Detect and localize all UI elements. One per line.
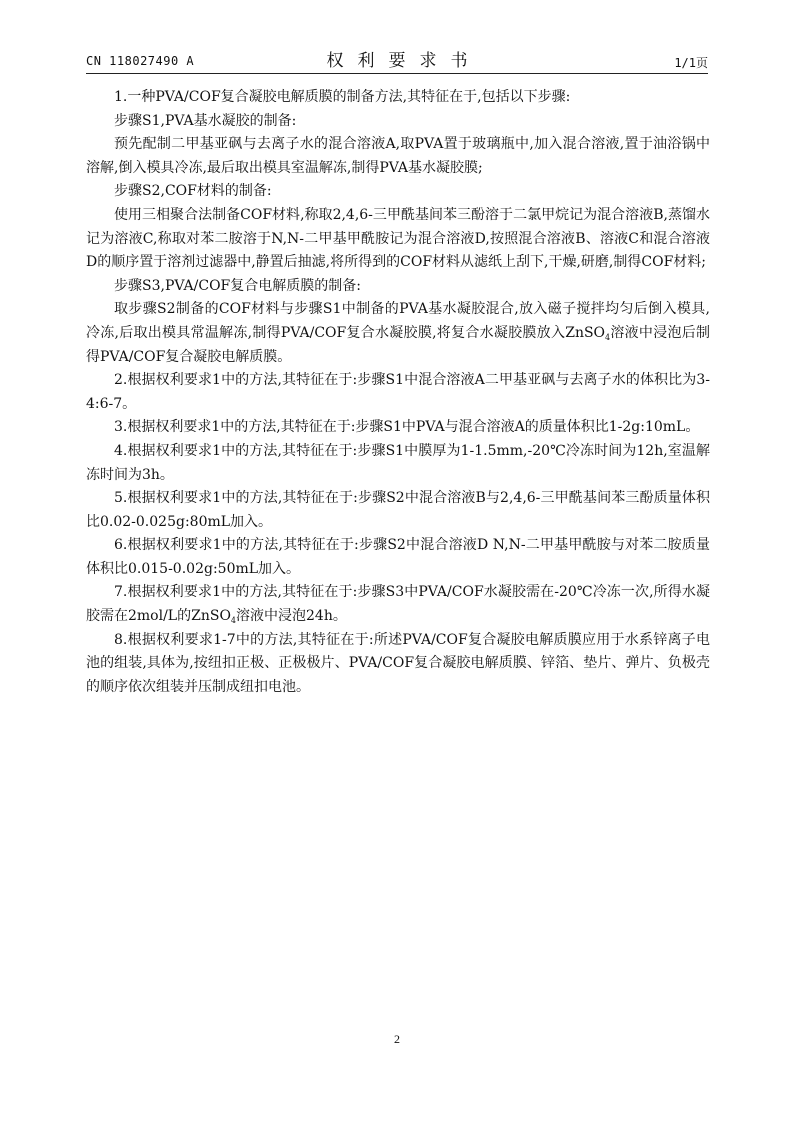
claim-paragraph: 取步骤S2制备的COF材料与步骤S1中制备的PVA基水凝胶混合,放入磁子搅拌均匀后倒入模具,冷冻,后取出模具常温解冻,制得PVA/COF复合水凝胶膜,将复合水凝胶膜放入ZnSO$_4$溶液中浸泡后制得PVA/COF复合凝胶电解质膜。 — [86, 301, 710, 365]
header-divider — [86, 73, 708, 74]
claim-paragraph: 预先配制二甲基亚砜与去离子水的混合溶液A,取PVA置于玻璃瓶中,加入混合溶液,置于油浴锅中溶解,倒入模具冷冻,最后取出模具室温解冻,制得PVA基水凝胶膜; — [86, 136, 710, 176]
document-number: CN 118027490 A — [86, 54, 195, 68]
claim-paragraph: 步骤S3,PVA/COF复合电解质膜的制备: — [114, 277, 361, 294]
claim-paragraph: 步骤S1,PVA基水凝胶的制备: — [114, 112, 297, 129]
claim-paragraph: 使用三相聚合法制备COF材料,称取2,4,6-三甲酰基间苯三酚溶于二氯甲烷记为混合溶液B,蒸馏水记为溶液C,称取对苯二胺溶于N,N-二甲基甲酰胺记为混合溶液D,按照混合溶液B、溶液C和混合溶液D的顺序置于溶剂过滤器中,静置后抽滤,将所得到的COF材料从滤纸上刮下,干燥,研磨,制得COF材料; — [86, 206, 710, 271]
claim-paragraph: 3.根据权利要求1中的方法,其特征在于:步骤S1中PVA与混合溶液A的质量体积比1-2g:10mL。 — [114, 419, 700, 436]
claim-paragraph: 8.根据权利要求1-7中的方法,其特征在于:所述PVA/COF复合凝胶电解质膜应用于水系锌离子电池的组装,具体为,按纽扣正极、正极极片、PVA/COF复合凝胶电解质膜、锌箔、垫片、弹片、负极壳的顺序依次组装并压制成纽扣电池。 — [86, 631, 710, 695]
claim-paragraph: 7.根据权利要求1中的方法,其特征在于:步骤S3中PVA/COF水凝胶需在-20℃冷冻一次,所得水凝胶需在2mol/L的ZnSO$_4$溶液中浸泡24h。 — [86, 584, 710, 626]
claim-paragraph: 1.一种PVA/COF复合凝胶电解质膜的制备方法,其特征在于,包括以下步骤: — [114, 89, 571, 105]
page-header — [86, 46, 708, 72]
document-title: 权利要求书 — [326, 51, 482, 71]
claim-paragraph: 步骤S2,COF材料的制备: — [114, 183, 272, 200]
claims-body — [86, 86, 710, 699]
claim-paragraph: 2.根据权利要求1中的方法,其特征在于:步骤S1中混合溶液A二甲基亚砜与去离子水的体积比为3-4:6-7。 — [86, 372, 710, 412]
page-info: 1/1页 — [674, 56, 708, 70]
page-number: 2 — [394, 1032, 400, 1046]
claim-paragraph: 4.根据权利要求1中的方法,其特征在于:步骤S1中膜厚为1-1.5mm,-20℃冷冻时间为12h,室温解冻时间为3h。 — [86, 442, 710, 483]
claim-paragraph: 5.根据权利要求1中的方法,其特征在于:步骤S2中混合溶液B与2,4,6-三甲酰基间苯三酚质量体积比0.02-0.025g:80mL加入。 — [86, 490, 710, 530]
claim-paragraph: 6.根据权利要求1中的方法,其特征在于:步骤S2中混合溶液D N,N-二甲基甲酰胺与对苯二胺质量体积比0.015-0.02g:50mL加入。 — [86, 537, 710, 577]
